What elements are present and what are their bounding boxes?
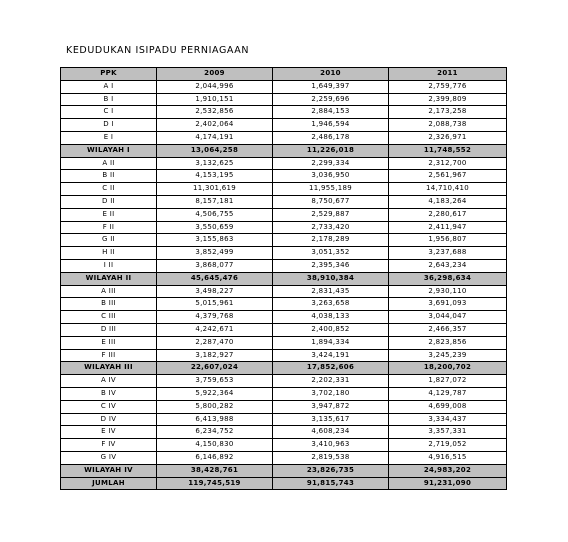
cell-ppk: C I [61, 106, 157, 119]
cell-2009: 4,153,195 [157, 170, 273, 183]
cell-2009: 6,234,752 [157, 426, 273, 439]
cell-ppk: G IV [61, 451, 157, 464]
subtotal-row [61, 272, 507, 285]
cell-2010: 11,955,189 [273, 183, 389, 196]
table-row [61, 183, 507, 196]
table-row [61, 375, 507, 388]
subtotal-row [61, 362, 507, 375]
cell-2010: 3,410,963 [273, 439, 389, 452]
cell-2009: 5,015,961 [157, 298, 273, 311]
table-row [61, 413, 507, 426]
cell-ppk: A III [61, 285, 157, 298]
cell-2011: 1,827,072 [389, 375, 507, 388]
table-row [61, 208, 507, 221]
table-row [61, 93, 507, 106]
cell-2011: 2,823,856 [389, 336, 507, 349]
cell-2010: 4,038,133 [273, 311, 389, 324]
cell-2009: 3,182,927 [157, 349, 273, 362]
cell-2010: 2,259,696 [273, 93, 389, 106]
cell-ppk: WILAYAH III [61, 362, 157, 375]
table-row [61, 234, 507, 247]
header-2010: 2010 [273, 68, 389, 81]
cell-2009: 2,532,856 [157, 106, 273, 119]
cell-2011: 36,298,634 [389, 272, 507, 285]
cell-2009: 5,922,364 [157, 387, 273, 400]
cell-2011: 3,245,239 [389, 349, 507, 362]
cell-2011: 2,466,357 [389, 323, 507, 336]
cell-2011: 91,231,090 [389, 477, 507, 490]
cell-2009: 4,506,755 [157, 208, 273, 221]
cell-2011: 3,357,331 [389, 426, 507, 439]
cell-2009: 5,800,282 [157, 400, 273, 413]
cell-2011: 2,643,234 [389, 259, 507, 272]
cell-2010: 2,395,346 [273, 259, 389, 272]
table-row [61, 298, 507, 311]
cell-2010: 3,424,191 [273, 349, 389, 362]
cell-ppk: A IV [61, 375, 157, 388]
cell-ppk: B I [61, 93, 157, 106]
cell-2009: 8,157,181 [157, 195, 273, 208]
cell-2010: 2,733,420 [273, 221, 389, 234]
cell-2011: 2,088,738 [389, 119, 507, 132]
cell-2011: 18,200,702 [389, 362, 507, 375]
cell-2011: 3,334,437 [389, 413, 507, 426]
cell-2010: 2,202,331 [273, 375, 389, 388]
header-ppk: PPK [61, 68, 157, 81]
cell-2009: 4,150,830 [157, 439, 273, 452]
cell-ppk: D I [61, 119, 157, 132]
cell-ppk: WILAYAH I [61, 144, 157, 157]
table-row [61, 426, 507, 439]
cell-2009: 22,607,024 [157, 362, 273, 375]
table-row [61, 336, 507, 349]
table-row [61, 80, 507, 93]
cell-2011: 2,561,967 [389, 170, 507, 183]
cell-2009: 3,852,499 [157, 247, 273, 260]
table-row [61, 119, 507, 132]
cell-2009: 11,301,619 [157, 183, 273, 196]
cell-2011: 2,930,110 [389, 285, 507, 298]
cell-ppk: D IV [61, 413, 157, 426]
cell-ppk: F II [61, 221, 157, 234]
table-body [61, 80, 507, 490]
page-title: KEDUDUKAN ISIPADU PERNIAGAAN [66, 45, 250, 56]
subtotal-row [61, 464, 507, 477]
table-row [61, 349, 507, 362]
cell-2009: 4,174,191 [157, 131, 273, 144]
cell-2011: 2,326,971 [389, 131, 507, 144]
cell-2011: 2,280,617 [389, 208, 507, 221]
table-row [61, 451, 507, 464]
cell-2011: 2,399,809 [389, 93, 507, 106]
cell-2011: 24,983,202 [389, 464, 507, 477]
cell-2009: 3,550,659 [157, 221, 273, 234]
cell-2010: 2,529,887 [273, 208, 389, 221]
cell-2011: 4,183,264 [389, 195, 507, 208]
cell-2009: 1,910,151 [157, 93, 273, 106]
cell-ppk: H II [61, 247, 157, 260]
cell-2010: 2,486,178 [273, 131, 389, 144]
cell-2010: 1,946,594 [273, 119, 389, 132]
cell-2009: 6,413,988 [157, 413, 273, 426]
cell-2010: 3,135,617 [273, 413, 389, 426]
cell-2010: 3,263,658 [273, 298, 389, 311]
cell-2009: 2,402,064 [157, 119, 273, 132]
table-row [61, 259, 507, 272]
cell-ppk: B III [61, 298, 157, 311]
table-row [61, 400, 507, 413]
cell-2011: 14,710,410 [389, 183, 507, 196]
cell-2010: 11,226,018 [273, 144, 389, 157]
table-row [61, 131, 507, 144]
cell-2009: 13,064,258 [157, 144, 273, 157]
subtotal-row [61, 144, 507, 157]
header-2009: 2009 [157, 68, 273, 81]
cell-2010: 2,819,538 [273, 451, 389, 464]
subtotal-row [61, 477, 507, 490]
cell-2010: 4,608,234 [273, 426, 389, 439]
cell-2010: 2,884,153 [273, 106, 389, 119]
table-row [61, 157, 507, 170]
cell-2011: 2,759,776 [389, 80, 507, 93]
cell-2009: 2,287,470 [157, 336, 273, 349]
cell-ppk: C III [61, 311, 157, 324]
cell-2010: 91,815,743 [273, 477, 389, 490]
cell-2009: 38,428,761 [157, 464, 273, 477]
cell-2009: 3,868,077 [157, 259, 273, 272]
cell-ppk: A II [61, 157, 157, 170]
cell-2010: 38,910,384 [273, 272, 389, 285]
cell-2009: 4,242,671 [157, 323, 273, 336]
cell-2009: 45,645,476 [157, 272, 273, 285]
cell-ppk: C IV [61, 400, 157, 413]
table-row [61, 221, 507, 234]
cell-2011: 2,411,947 [389, 221, 507, 234]
cell-2009: 4,379,768 [157, 311, 273, 324]
cell-ppk: B IV [61, 387, 157, 400]
cell-2010: 2,400,852 [273, 323, 389, 336]
cell-2010: 3,051,352 [273, 247, 389, 260]
cell-2009: 119,745,519 [157, 477, 273, 490]
table-row [61, 106, 507, 119]
cell-2009: 2,044,996 [157, 80, 273, 93]
business-volume-table [60, 67, 507, 490]
table-row [61, 285, 507, 298]
cell-ppk: D II [61, 195, 157, 208]
table-row [61, 439, 507, 452]
cell-2010: 23,826,735 [273, 464, 389, 477]
cell-2011: 4,699,008 [389, 400, 507, 413]
cell-2010: 2,178,289 [273, 234, 389, 247]
cell-ppk: E III [61, 336, 157, 349]
cell-2009: 3,498,227 [157, 285, 273, 298]
cell-ppk: C II [61, 183, 157, 196]
cell-ppk: JUMLAH [61, 477, 157, 490]
cell-2011: 1,956,807 [389, 234, 507, 247]
cell-2010: 3,702,180 [273, 387, 389, 400]
cell-2009: 6,146,892 [157, 451, 273, 464]
table-row [61, 311, 507, 324]
cell-2009: 3,155,863 [157, 234, 273, 247]
cell-2011: 11,748,552 [389, 144, 507, 157]
cell-2010: 2,299,334 [273, 157, 389, 170]
table-row [61, 195, 507, 208]
header-2011: 2011 [389, 68, 507, 81]
cell-2010: 2,831,435 [273, 285, 389, 298]
cell-2011: 3,044,047 [389, 311, 507, 324]
cell-2010: 1,649,397 [273, 80, 389, 93]
cell-2011: 2,719,052 [389, 439, 507, 452]
cell-ppk: F IV [61, 439, 157, 452]
cell-ppk: E I [61, 131, 157, 144]
table-row [61, 247, 507, 260]
cell-2009: 3,759,653 [157, 375, 273, 388]
cell-2010: 1,894,334 [273, 336, 389, 349]
cell-ppk: D III [61, 323, 157, 336]
cell-ppk: F III [61, 349, 157, 362]
cell-2011: 4,916,515 [389, 451, 507, 464]
cell-2010: 3,947,872 [273, 400, 389, 413]
cell-2010: 3,036,950 [273, 170, 389, 183]
cell-ppk: WILAYAH II [61, 272, 157, 285]
cell-2010: 8,750,677 [273, 195, 389, 208]
cell-2009: 3,132,625 [157, 157, 273, 170]
cell-2011: 4,129,787 [389, 387, 507, 400]
cell-ppk: B II [61, 170, 157, 183]
cell-ppk: A I [61, 80, 157, 93]
cell-ppk: G II [61, 234, 157, 247]
cell-2011: 3,691,093 [389, 298, 507, 311]
cell-ppk: E II [61, 208, 157, 221]
cell-2011: 2,312,700 [389, 157, 507, 170]
cell-2011: 2,173,258 [389, 106, 507, 119]
cell-ppk: WILAYAH IV [61, 464, 157, 477]
cell-2010: 17,852,606 [273, 362, 389, 375]
table-row [61, 323, 507, 336]
table-row [61, 387, 507, 400]
cell-ppk: I II [61, 259, 157, 272]
table-row [61, 170, 507, 183]
header-row [61, 68, 507, 81]
cell-2011: 3,237,688 [389, 247, 507, 260]
cell-ppk: E IV [61, 426, 157, 439]
